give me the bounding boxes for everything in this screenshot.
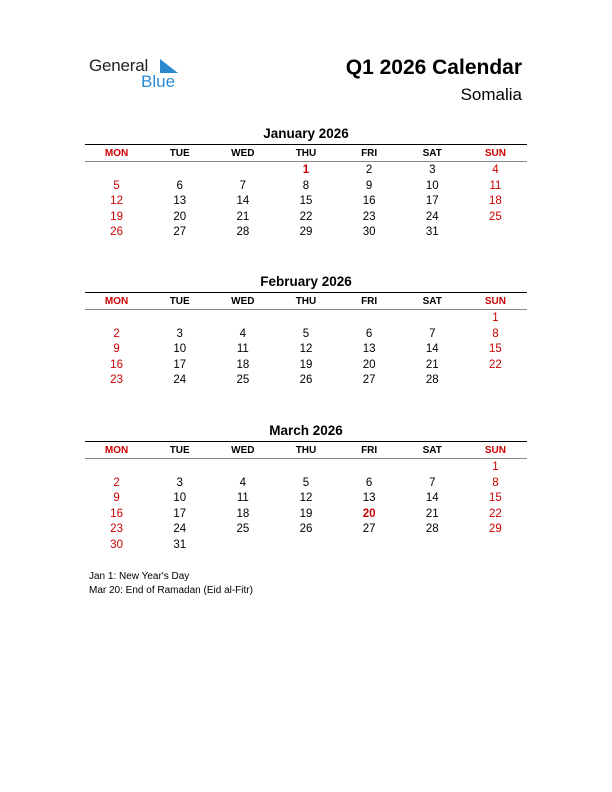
day-cell: 16 xyxy=(362,195,376,207)
empty-cell xyxy=(211,311,274,327)
day-cell: 9 xyxy=(365,179,373,192)
day-cell: 26 xyxy=(299,523,313,535)
weekday-mon: MON xyxy=(104,444,129,456)
day-cell: 17 xyxy=(173,358,187,371)
day-cell: 17 xyxy=(173,507,187,520)
empty-cell xyxy=(85,460,148,476)
weekday-wed: WED xyxy=(231,295,255,307)
day-cell: 25 xyxy=(236,374,250,386)
month-title: January 2026 xyxy=(263,126,349,141)
weekday-sat: SAT xyxy=(422,295,442,307)
day-cell: 22 xyxy=(489,507,502,520)
day-cell: 24 xyxy=(173,374,187,386)
page-title: Q1 2026 Calendar xyxy=(345,56,522,79)
empty-cell xyxy=(85,311,148,327)
day-cell: 16 xyxy=(110,507,123,520)
empty-cell xyxy=(85,163,148,179)
day-cell: 1 xyxy=(492,312,499,324)
day-cell: 19 xyxy=(299,358,313,371)
day-cell: 31 xyxy=(173,538,187,551)
empty-cell xyxy=(338,311,401,327)
day-cell: 7 xyxy=(429,327,436,340)
day-cell: 22 xyxy=(299,210,313,223)
day-cell: 3 xyxy=(176,476,183,489)
day-cell: 18 xyxy=(236,358,250,371)
weekday-tue: TUE xyxy=(169,444,190,456)
month-march xyxy=(85,422,527,553)
empty-cell xyxy=(401,311,464,327)
day-cell: 11 xyxy=(236,343,249,355)
day-cell: 25 xyxy=(489,210,502,223)
day-cell: 15 xyxy=(489,492,502,504)
day-cell: 4 xyxy=(492,164,499,176)
day-cell: 1 xyxy=(492,461,499,473)
day-grid xyxy=(85,459,527,553)
empty-cell xyxy=(211,163,274,179)
day-cell: 19 xyxy=(299,507,313,520)
day-cell: 13 xyxy=(362,343,376,355)
day-cell: 19 xyxy=(110,210,123,223)
day-cell: 20 xyxy=(362,358,376,371)
day-cell: 4 xyxy=(239,327,247,340)
day-cell: 1 xyxy=(302,164,310,176)
weekday-sun: SUN xyxy=(484,147,506,159)
empty-cell xyxy=(148,311,211,327)
weekday-tue: TUE xyxy=(169,295,190,307)
day-cell: 30 xyxy=(362,226,376,238)
logo-word-blue: Blue xyxy=(141,72,176,91)
weekday-sat: SAT xyxy=(422,444,442,456)
day-cell: 31 xyxy=(425,226,439,238)
day-cell: 21 xyxy=(425,507,439,520)
day-cell: 14 xyxy=(236,195,250,207)
day-cell: 12 xyxy=(110,195,123,207)
weekday-fri: FRI xyxy=(361,295,378,307)
weekday-thu: THU xyxy=(295,444,317,456)
weekday-fri: FRI xyxy=(361,147,378,159)
weekday-tue: TUE xyxy=(169,147,190,159)
day-cell: 11 xyxy=(236,492,249,504)
day-cell: 11 xyxy=(489,179,502,192)
day-cell: 13 xyxy=(173,195,187,207)
day-cell: 24 xyxy=(173,523,187,535)
day-cell: 12 xyxy=(299,492,313,504)
day-cell: 17 xyxy=(425,195,439,207)
day-cell: 20 xyxy=(173,210,187,223)
day-cell: 12 xyxy=(299,343,313,355)
holiday-note: Jan 1: New Year's Day xyxy=(89,571,190,582)
weekday-header xyxy=(85,442,527,459)
weekday-header xyxy=(85,145,527,162)
day-cell: 27 xyxy=(362,374,376,386)
day-cell: 5 xyxy=(302,476,310,489)
day-cell: 20 xyxy=(362,507,376,520)
day-cell: 27 xyxy=(362,523,376,535)
day-cell: 2 xyxy=(113,327,120,340)
day-cell: 15 xyxy=(489,343,502,355)
day-cell: 8 xyxy=(492,327,499,340)
weekday-wed: WED xyxy=(231,444,255,456)
weekday-mon: MON xyxy=(104,147,129,159)
holiday-notes xyxy=(89,570,253,598)
day-cell: 29 xyxy=(489,523,502,535)
empty-cell xyxy=(211,460,274,476)
country-name: Somalia xyxy=(460,85,522,104)
empty-cell xyxy=(274,460,337,476)
day-cell: 28 xyxy=(236,226,250,238)
day-cell: 28 xyxy=(425,523,439,535)
day-cell: 8 xyxy=(302,179,310,192)
weekday-sun: SUN xyxy=(484,444,506,456)
day-cell: 6 xyxy=(365,327,373,340)
day-cell: 25 xyxy=(236,523,250,535)
day-cell: 10 xyxy=(173,343,187,355)
empty-cell xyxy=(274,311,337,327)
holiday-note: Mar 20: End of Ramadan (Eid al-Fitr) xyxy=(89,585,253,596)
day-cell: 10 xyxy=(173,492,187,504)
weekday-thu: THU xyxy=(295,147,317,159)
day-cell: 21 xyxy=(236,210,250,223)
day-cell: 6 xyxy=(176,179,183,192)
day-cell: 10 xyxy=(425,179,439,192)
day-cell: 2 xyxy=(113,476,120,489)
empty-cell xyxy=(148,163,211,179)
day-cell: 18 xyxy=(236,507,250,520)
day-grid xyxy=(85,162,527,241)
day-cell: 27 xyxy=(173,226,187,238)
day-grid xyxy=(85,310,527,389)
day-cell: 23 xyxy=(362,210,376,223)
day-cell: 5 xyxy=(302,327,310,340)
day-cell: 18 xyxy=(489,195,502,207)
day-cell: 7 xyxy=(239,179,247,192)
empty-cell xyxy=(148,460,211,476)
month-february xyxy=(85,273,527,389)
weekday-sun: SUN xyxy=(484,295,506,307)
day-cell: 9 xyxy=(113,492,120,504)
weekday-thu: THU xyxy=(295,295,317,307)
day-cell: 24 xyxy=(425,210,439,223)
weekday-fri: FRI xyxy=(361,444,378,456)
day-cell: 26 xyxy=(110,226,123,238)
month-january xyxy=(85,125,527,241)
day-cell: 23 xyxy=(110,374,123,386)
logo-triangle-icon xyxy=(158,59,178,73)
day-cell: 29 xyxy=(299,226,313,238)
weekday-sat: SAT xyxy=(422,147,442,159)
day-cell: 21 xyxy=(425,358,439,371)
weekday-header xyxy=(85,293,527,310)
day-cell: 16 xyxy=(110,358,123,371)
day-cell: 7 xyxy=(429,476,436,489)
empty-cell xyxy=(401,460,464,476)
day-cell: 22 xyxy=(489,358,502,371)
day-cell: 30 xyxy=(110,538,123,551)
day-cell: 13 xyxy=(362,492,376,504)
logo-word-general: General xyxy=(89,56,149,75)
weekday-mon: MON xyxy=(104,295,129,307)
day-cell: 8 xyxy=(492,476,499,489)
day-cell: 15 xyxy=(299,195,313,207)
day-cell: 28 xyxy=(425,374,439,386)
day-cell: 23 xyxy=(110,523,123,535)
empty-cell xyxy=(338,460,401,476)
day-cell: 3 xyxy=(176,327,183,340)
day-cell: 4 xyxy=(239,476,247,489)
day-cell: 3 xyxy=(429,164,436,176)
day-cell: 5 xyxy=(113,179,120,192)
day-cell: 14 xyxy=(425,492,439,504)
day-cell: 2 xyxy=(365,164,373,176)
day-cell: 26 xyxy=(299,374,313,386)
day-cell: 6 xyxy=(365,476,373,489)
weekday-wed: WED xyxy=(231,147,255,159)
month-title: March 2026 xyxy=(269,423,343,438)
generalblue-logo xyxy=(89,56,189,92)
day-cell: 9 xyxy=(113,343,120,355)
day-cell: 14 xyxy=(425,343,439,355)
month-title: February 2026 xyxy=(260,274,352,289)
